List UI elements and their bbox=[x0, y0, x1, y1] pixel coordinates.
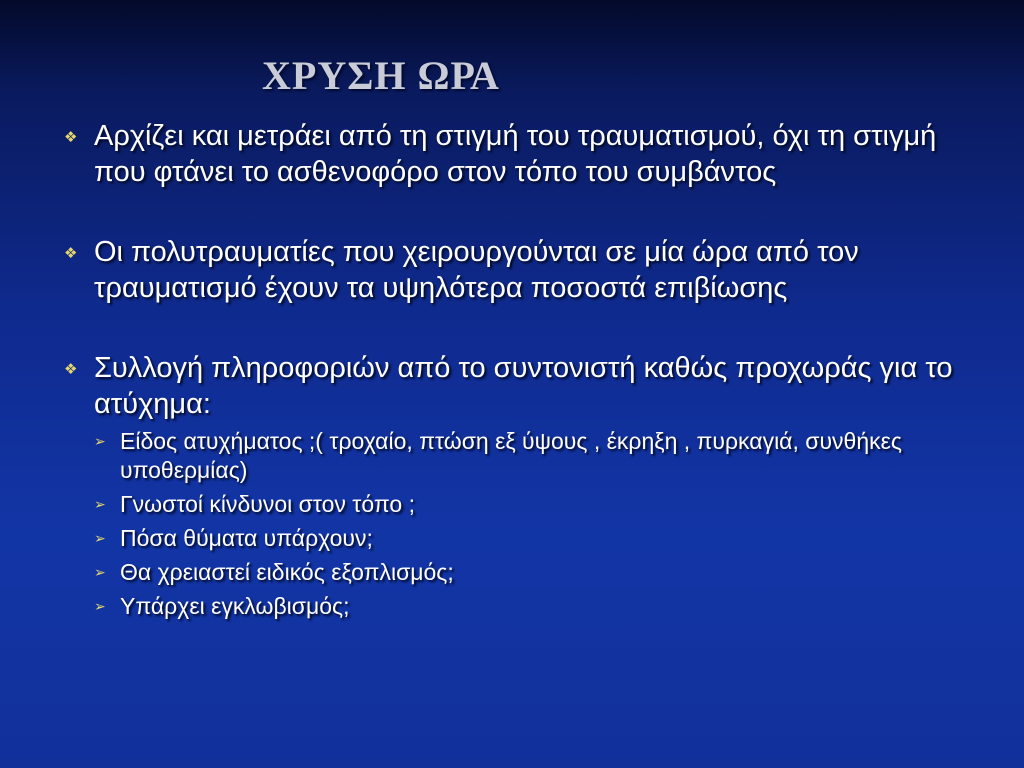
diamond-bullet-icon: ❖ bbox=[64, 361, 78, 378]
diamond-bullet-icon: ❖ bbox=[64, 129, 78, 146]
sub-bullet-text: Πόσα θύματα υπάρχουν; bbox=[120, 525, 373, 551]
arrow-bullet-icon: ➢ bbox=[94, 598, 106, 614]
bullet-item bbox=[64, 350, 984, 422]
sub-bullet-text: Γνωστοί κίνδυνοι στον τόπο ; bbox=[120, 491, 415, 517]
bullet-text: Οι πολυτραυματίες που χειρουργούνται σε μία ώρα από τον τραυματισμό έχουν τα υψηλότερα ποσοστά επιβίωσης bbox=[94, 236, 859, 304]
diamond-bullet-icon: ❖ bbox=[64, 245, 78, 262]
sub-bullet-text: Είδος ατυχήματος ;( τροχαίο, πτώση εξ ύψους , έκρηξη , πυρκαγιά, συνθήκες υποθερμίας) bbox=[120, 428, 902, 483]
slide-title: ΧΡΥΣΗ ΩΡΑ bbox=[262, 53, 500, 98]
bullet-item bbox=[64, 234, 984, 306]
bullet-text: Αρχίζει και μετράει από τη στιγμή του τραυματισμού, όχι τη στιγμή που φτάνει το ασθενοφόρο στον τόπο του συμβάντος bbox=[94, 120, 937, 188]
bullet-text: Συλλογή πληροφοριών από το συντονιστή καθώς προχωράς για το ατύχημα: bbox=[94, 352, 953, 420]
arrow-bullet-icon: ➢ bbox=[94, 496, 106, 512]
sub-bullet-item bbox=[94, 427, 984, 485]
bullet-item bbox=[64, 118, 984, 190]
arrow-bullet-icon: ➢ bbox=[94, 530, 106, 546]
sub-bullet-item bbox=[94, 558, 984, 587]
arrow-bullet-icon: ➢ bbox=[94, 564, 106, 580]
sub-bullet-text: Υπάρχει εγκλωβισμός; bbox=[120, 593, 350, 619]
arrow-bullet-icon: ➢ bbox=[94, 433, 106, 449]
slide-content bbox=[64, 118, 984, 621]
sub-bullet-item bbox=[94, 592, 984, 621]
sub-bullet-item bbox=[94, 524, 984, 553]
sub-bullet-item bbox=[94, 490, 984, 519]
sub-bullet-text: Θα χρειαστεί ειδικός εξοπλισμός; bbox=[120, 559, 454, 585]
